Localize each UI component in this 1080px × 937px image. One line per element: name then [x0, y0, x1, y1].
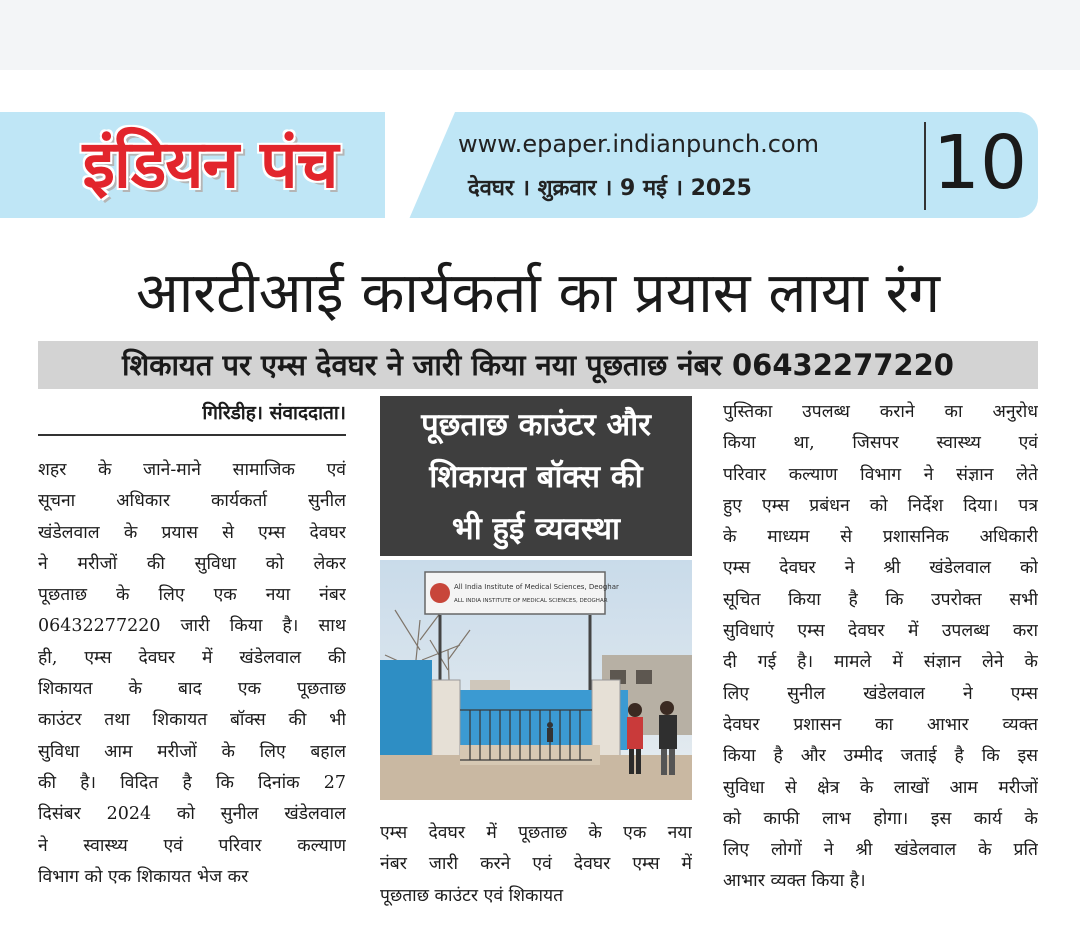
highlight-line: शिकायत बॉक्स की: [429, 459, 643, 495]
body-text-line: किया था, जिसपर स्वास्थ्य एवं: [723, 433, 1038, 454]
body-text-line: एम्स देवघर ने श्री खंडेलवाल को: [723, 558, 1038, 579]
body-text-line: किया है और उम्मीद जताई है कि इस: [723, 746, 1038, 767]
body-text-line: परिवार कल्याण विभाग ने संज्ञान लेते: [723, 464, 1038, 485]
body-text-line: सूचना अधिकार कार्यकर्ता सुनील: [38, 491, 346, 512]
body-text-line: खंडेलवाल के प्रयास से एम्स देवघर: [38, 522, 346, 543]
body-text-line: पूछताछ के लिए एक नया नंबर: [38, 585, 346, 606]
page-number: 10: [932, 120, 1028, 206]
dateline: देवघर । शुक्रवार । 9 मई । 2025: [468, 176, 752, 201]
body-text-line: दिसंबर 2024 को सुनील खंडेलवाल: [38, 804, 346, 825]
body-text-line: सुविधा आम मरीजों के लिए बहाल: [38, 741, 346, 762]
body-text-line: लिए लोगों ने श्री खंडेलवाल के प्रति: [723, 840, 1038, 861]
byline-rule: [38, 434, 346, 436]
body-text-line: नंबर जारी करने एवं देवघर एम्स में: [380, 854, 692, 875]
body-text-line: देवघर प्रशासन का आभार व्यक्त: [723, 714, 1038, 735]
highlight-box: [380, 396, 692, 556]
body-text-line: को काफी लाभ होगा। इस कार्य के: [723, 808, 1038, 829]
highlight-line: पूछताछ काउंटर और: [421, 407, 651, 443]
column-left: [38, 455, 346, 893]
body-text-line: दी गई है। मामले में संज्ञान लेने के: [723, 652, 1038, 673]
body-text-line: सुविधाएं एम्स देवघर में उपलब्ध करा: [723, 621, 1038, 642]
aiims-gate-photo: [380, 560, 692, 800]
article-byline: गिरिडीह। संवाददाता।: [202, 402, 346, 424]
body-text-line: ने स्वास्थ्य एवं परिवार कल्याण: [38, 835, 346, 856]
body-text-line: 06432277220 जारी किया है। साथ: [38, 616, 346, 637]
highlight-line: भी हुई व्यवस्था: [451, 511, 621, 547]
column-right: [723, 397, 1038, 898]
body-text-line: काउंटर तथा शिकायत बॉक्स की भी: [38, 710, 346, 731]
body-text-line: सुविधा से क्षेत्र के लाखों आम मरीजों: [723, 777, 1038, 798]
body-text-line: के माध्यम से प्रशासनिक अधिकारी: [723, 527, 1038, 548]
article-subheadline: शिकायत पर एम्स देवघर ने जारी किया नया पूछताछ नंबर 06432277220: [38, 341, 1038, 389]
column-middle: [380, 818, 692, 912]
article-headline: आरटीआई कार्यकर्ता का प्रयास लाया रंग: [135, 261, 941, 326]
body-text-line: शहर के जाने-माने सामाजिक एवं: [38, 460, 346, 480]
newspaper-logo: इंडियन पंच: [82, 126, 338, 203]
body-text-line: पूछताछ काउंटर एवं शिकायत: [380, 885, 564, 906]
masthead-divider: [924, 122, 926, 210]
body-text-line: की है। विदित है कि दिनांक 27: [38, 772, 346, 793]
body-text-line: ने मरीजों की सुविधा को लेकर: [38, 553, 346, 574]
gate-sign-line1: All India Institute of Medical Sciences, Deoghar: [454, 583, 619, 591]
body-text-line: पुस्तिका उपलब्ध कराने का अनुरोध: [723, 402, 1038, 422]
gate-sign-line2: ALL INDIA INSTITUTE OF MEDICAL SCIENCES, DEOGHAR: [454, 598, 608, 604]
body-text-line: लिए सुनील खंडेलवाल ने एम्स: [723, 683, 1038, 704]
top-band: [0, 0, 1080, 70]
body-text-line: सूचित किया है कि उपरोक्त सभी: [723, 589, 1038, 610]
body-text-line: ही, एम्स देवघर में खंडेलवाल की: [38, 647, 346, 668]
body-text-line: आभार व्यक्त किया है।: [723, 871, 866, 892]
body-text-line: एम्स देवघर में पूछताछ के एक नया: [380, 823, 692, 843]
body-text-line: विभाग को एक शिकायत भेज कर: [38, 866, 249, 887]
body-text-line: हुए एम्स प्रबंधन को निर्देश दिया। पत्र: [723, 495, 1038, 516]
article-photo: [380, 560, 692, 800]
epaper-url[interactable]: www.epaper.indianpunch.com: [458, 130, 819, 158]
body-text-line: शिकायत के बाद एक पूछताछ: [38, 679, 346, 700]
